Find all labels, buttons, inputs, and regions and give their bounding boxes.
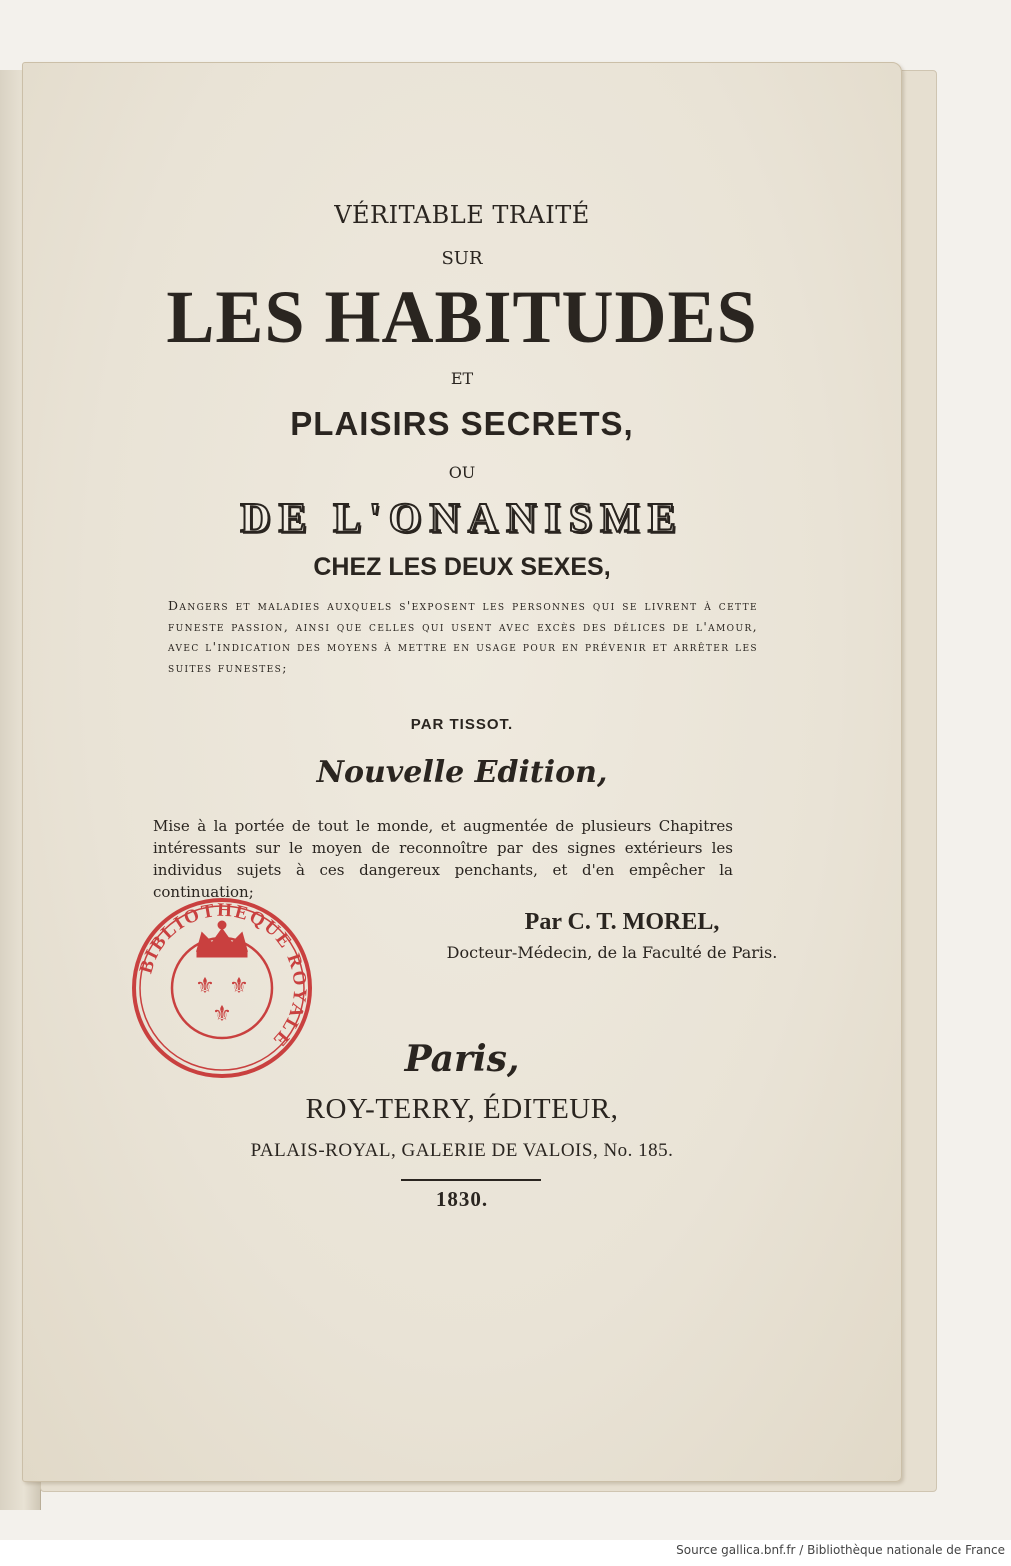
editor-title: Docteur-Médecin, de la Faculté de Paris. <box>446 943 778 962</box>
divider-rule <box>401 1179 541 1181</box>
svg-text:BIBLIOTHEQUE ROYALE: BIBLIOTHEQUE ROYALE <box>135 899 311 1052</box>
title-line-plaisirs: PLAISIRS SECRETS, <box>290 405 634 442</box>
title-line-ou: OU <box>448 463 476 482</box>
editor-line: Par C. T. MOREL, <box>524 909 720 935</box>
title-page <box>22 62 902 1482</box>
edition-note: Mise à la portée de tout le monde, et augmentée de plusieurs Chapitres intéressants sur le moyen de reconnoître par des signes extérieurs les individus sujets à ces dangereux penchants, et d'en empêcher la continuation; <box>153 817 733 901</box>
svg-text:⚜: ⚜ <box>212 1002 232 1027</box>
library-stamp-icon <box>127 893 317 1083</box>
author-line: PAR TISSOT. <box>410 716 514 733</box>
publisher-line: ROY-TERRY, ÉDITEUR, <box>305 1093 619 1125</box>
svg-text:⚜: ⚜ <box>195 974 215 999</box>
title-line-onanisme: DE L'ONANISME <box>240 496 684 542</box>
subtitle-description: Dangers et maladies auxquels s'exposent les personnes qui se livrent à cette funeste passion, ainsi que celles qui usent avec excès des délices de l'amour, avec l'indication des moyens à mettre en usage pour en prévenir et arrêter les suites funestes; <box>168 598 758 675</box>
year-line: 1830. <box>435 1187 489 1211</box>
title-line-et: ET <box>450 369 474 388</box>
address-line: PALAIS-ROYAL, GALERIE DE VALOIS, No. 185. <box>250 1140 674 1161</box>
title-line-sexes: CHEZ LES DEUX SEXES, <box>313 553 611 581</box>
svg-text:⚜: ⚜ <box>229 974 249 999</box>
title-line-2: SUR <box>441 248 483 269</box>
edition-line: Nouvelle Edition, <box>316 755 608 790</box>
title-line-1: VÉRITABLE TRAITÉ <box>334 201 590 229</box>
city-line: Paris, <box>404 1038 520 1080</box>
main-title: LES HABITUDES <box>166 275 758 359</box>
source-credit: Source gallica.bnf.fr / Bibliothèque nationale de France <box>676 1543 1005 1557</box>
